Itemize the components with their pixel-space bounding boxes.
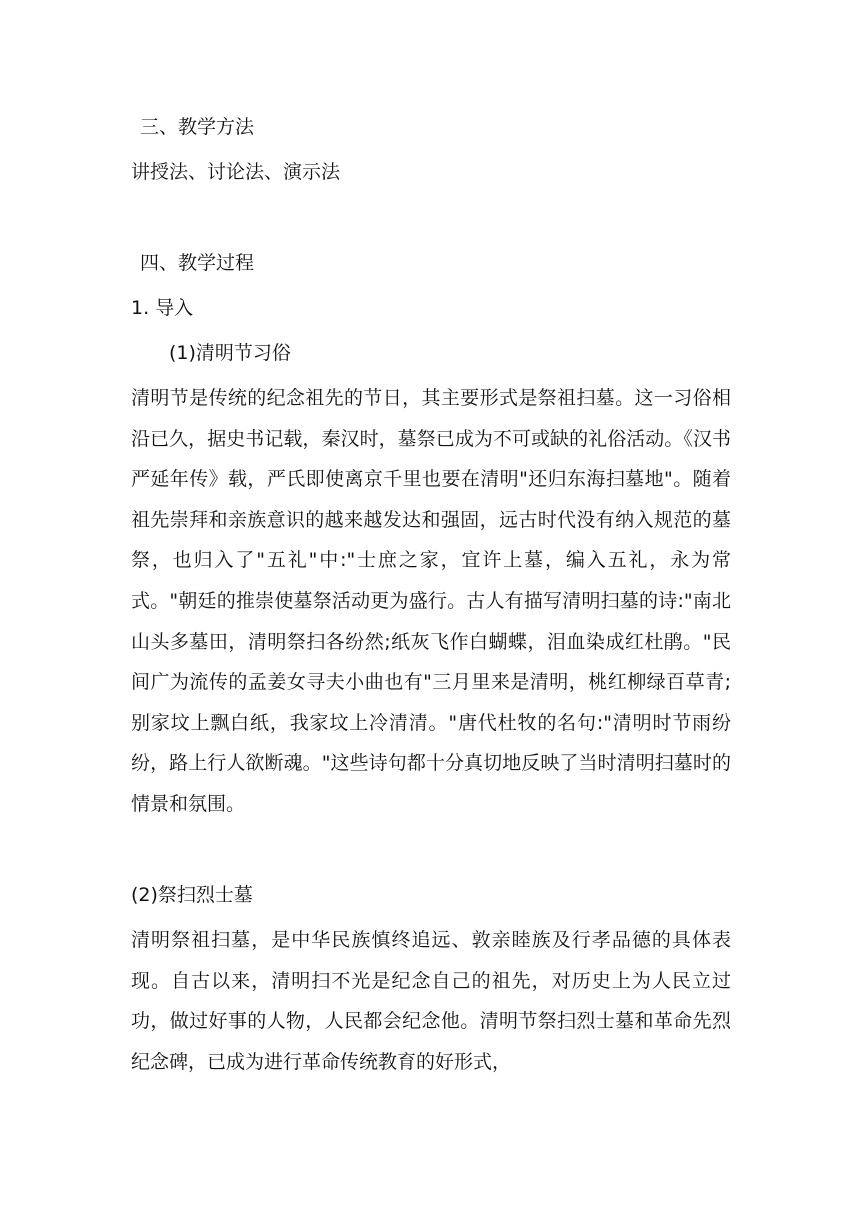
section-heading-teaching-process: 四、教学过程 (140, 252, 255, 274)
step-title-introduction: 1. 导入 (131, 297, 194, 319)
subsection-title-qingming-customs: (1)清明节习俗 (169, 342, 291, 364)
section-heading-teaching-methods: 三、教学方法 (140, 116, 255, 138)
paragraph-qingming-customs: 清明节是传统的纪念祖先的节日，其主要形式是祭祖扫墓。这一习俗相沿已久，据史书记载，秦汉时，墓祭已成为不可或缺的礼俗活动。《汉书严延年传》载，严氏即使离京千里也要在清明"还归东海扫墓地"。随着祖先崇拜和亲族意识的越来越发达和强固，远古时代没有纳入规范的墓祭，也归入了"五礼"中:"士庶之家，宜许上墓，编入五礼，永为常式。"朝廷的推崇使墓祭活动更为盛行。古人有描写清明扫墓的诗:"南北山头多墓田，清明祭扫各纷然;纸灰飞作白蝴蝶，泪血染成红杜鹃。"民间广为流传的孟姜女寻夫小曲也有"三月里来是清明，桃红柳绿百草青;别家坟上飘白纸，我家坟上冷清清。"唐代杜牧的名句:"清明时节雨纷纷，路上行人欲断魂。"这些诗句都十分真切地反映了当时清明扫墓时的情景和氛围。 (131, 387, 731, 815)
teaching-methods-list: 讲授法、讨论法、演示法 (131, 161, 341, 183)
subsection-title-martyr-tombs: (2)祭扫烈士墓 (131, 884, 253, 906)
paragraph-martyr-tombs: 清明祭祖扫墓，是中华民族慎终追远、敦亲睦族及行孝品德的具体表现。自古以来，清明扫不光是纪念自己的祖先，对历史上为人民立过功，做过好事的人物，人民都会纪念他。清明节祭扫烈士墓和革命先烈纪念碑，已成为进行革命传统教育的好形式， (131, 929, 731, 1073)
